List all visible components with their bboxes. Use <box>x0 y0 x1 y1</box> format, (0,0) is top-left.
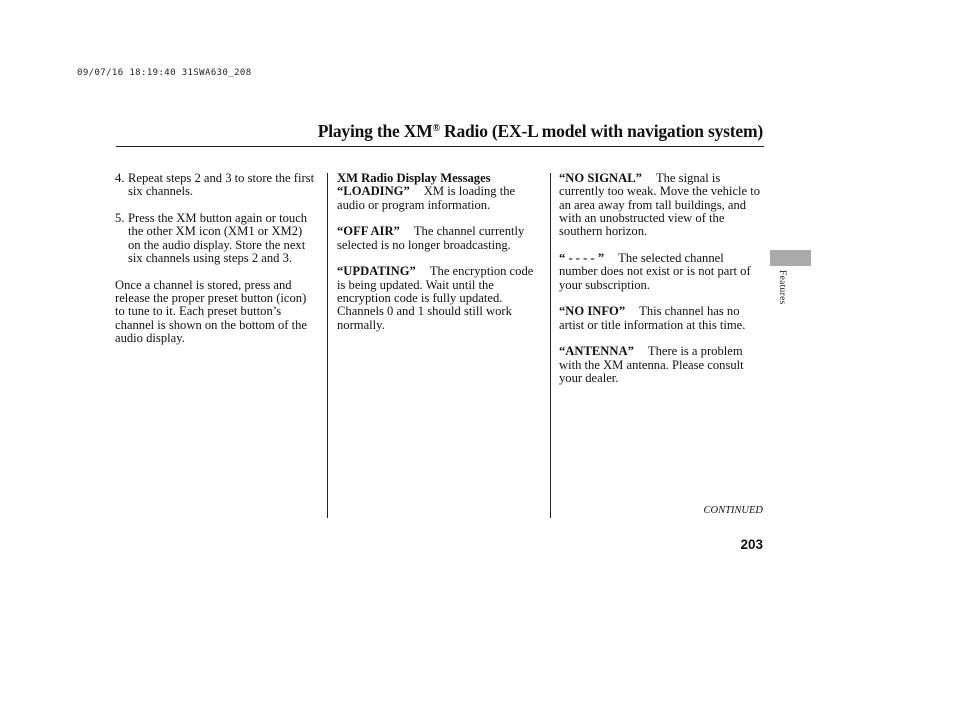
step-text: Repeat steps 2 and 3 to store the first six channels. <box>128 171 315 199</box>
message-desc: There is a problem with the XM antenna. Please consult your dealer. <box>559 344 744 386</box>
print-stamp: 09/07/16 18:19:40 31SWA630_208 <box>77 68 252 78</box>
page-number: 203 <box>740 537 763 552</box>
step-4 <box>115 172 315 199</box>
section-tab-label: Features <box>777 270 787 305</box>
title-rule <box>116 146 764 147</box>
message-dashes <box>559 252 765 292</box>
message-loading <box>337 172 541 212</box>
message-no-signal <box>559 172 765 238</box>
message-term: “NO INFO” <box>559 304 626 319</box>
message-term: “ANTENNA” <box>559 344 634 359</box>
message-antenna <box>559 345 765 385</box>
preset-paragraph: Once a channel is stored, press and release the proper preset button (icon) to tune to it. Each preset button’s channel is shown on the bottom of the audio display. <box>115 277 308 345</box>
message-term: “ - - - - ” <box>559 250 605 265</box>
title-text-end: Radio (EX-L model with navigation system) <box>439 121 763 141</box>
page-title <box>116 121 763 142</box>
step-number: 5. <box>115 211 125 226</box>
message-term: “LOADING” <box>337 184 410 199</box>
message-desc: The selected channel number does not exist or is not part of your subscription. <box>559 250 751 292</box>
step-number: 4. <box>115 171 125 185</box>
message-desc: This channel has no artist or title information at this time. <box>559 304 746 332</box>
column-divider-1 <box>327 173 328 518</box>
message-updating <box>337 265 541 331</box>
message-desc: XM is loading the audio or program information. <box>337 184 516 212</box>
message-desc: The encryption code is being updated. Wait until the encryption code is fully updated. Channels 0 and 1 should still work normally. <box>337 264 534 332</box>
message-off-air <box>337 225 541 252</box>
step-5 <box>115 212 315 265</box>
column-divider-2 <box>550 173 551 518</box>
message-no-info <box>559 305 765 332</box>
step-text: Press the XM button again or touch the other XM icon (XM1 or XM2) on the audio display. Store the next six channels using steps 2 and 3. <box>128 211 308 265</box>
section-tab-marker <box>770 250 811 266</box>
column-1 <box>115 172 315 359</box>
continued-label: CONTINUED <box>703 505 763 516</box>
message-term: “NO SIGNAL” <box>559 171 642 185</box>
message-desc: The channel currently selected is no longer broadcasting. <box>337 224 525 252</box>
message-term: “UPDATING” <box>337 264 416 279</box>
message-desc: The signal is currently too weak. Move the vehicle to an area away from tall buildings, and with an unobstructed view of the southern horizon. <box>559 171 761 239</box>
column-2 <box>337 172 541 345</box>
section-heading: XM Radio Display Messages <box>337 171 491 185</box>
message-term: “OFF AIR” <box>337 224 400 239</box>
title-text-start: Playing the XM <box>317 121 433 141</box>
registered-mark: ® <box>432 123 440 134</box>
column-3 <box>559 172 765 399</box>
